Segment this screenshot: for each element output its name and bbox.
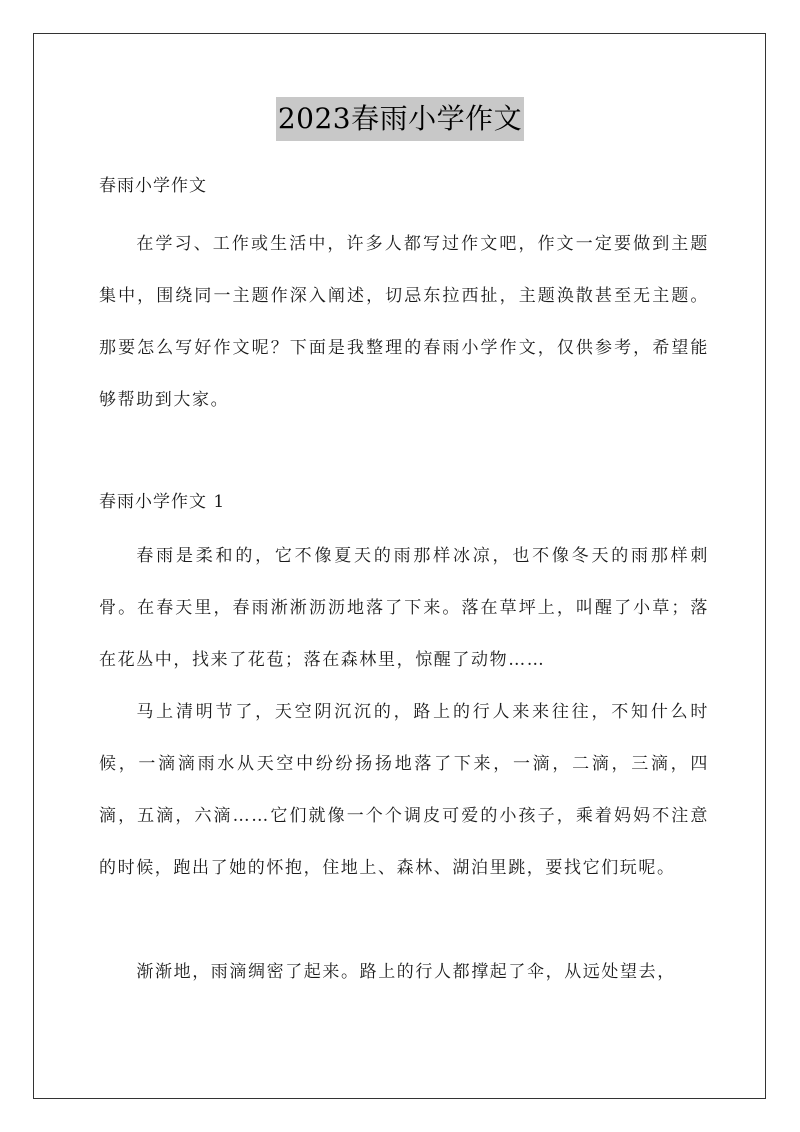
body-paragraph-1: 春雨是柔和的，它不像夏天的雨那样冰凉，也不像冬天的雨那样刺骨。在春天里，春雨淅淅沥沥地落了下来。落在草坪上，叫醒了小草；落在花丛中，找来了花苞；落在森林里，惊醒了动物…… (99, 546, 709, 670)
body-block-3 (99, 946, 709, 998)
body-block-2 (99, 686, 709, 894)
title-container (0, 97, 800, 141)
document-subtitle: 春雨小学作文 (99, 176, 207, 196)
document-title: 2023春雨小学作文 (276, 97, 524, 141)
intro-block (99, 218, 709, 426)
body-paragraph-3: 渐渐地，雨滴绸密了起来。路上的行人都撑起了伞，从远处望去， (136, 962, 676, 982)
body-block-1 (99, 530, 709, 686)
section-heading: 春雨小学作文 1 (99, 492, 226, 512)
body-paragraph-2: 马上清明节了，天空阴沉沉的，路上的行人来来往往，不知什么时候，一滴滴雨水从天空中纷纷扬扬地落了下来，一滴，二滴，三滴，四滴，五滴，六滴……它们就像一个个调皮可爱的小孩子，乘着妈妈不注意的时候，跑出了她的怀抱，住地上、森林、湖泊里跳，要找它们玩呢。 (99, 702, 709, 878)
intro-paragraph: 在学习、工作或生活中，许多人都写过作文吧，作文一定要做到主题集中，围绕同一主题作深入阐述，切忌东拉西扯，主题涣散甚至无主题。那要怎么写好作文呢？下面是我整理的春雨小学作文，仅供参考，希望能够帮助到大家。 (99, 234, 709, 410)
